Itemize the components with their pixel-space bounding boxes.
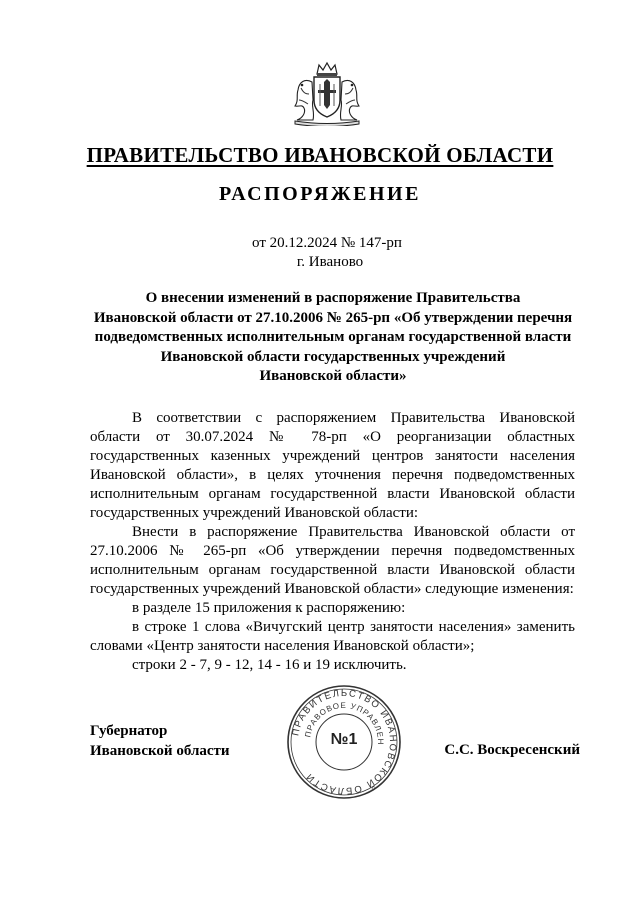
stamp-outer-text: ПРАВИТЕЛЬСТВО ИВАНОВСКОЙ ОБЛАСТИ (290, 687, 399, 797)
position-line: Ивановской области (90, 742, 230, 759)
document-dateline: от 20.12.2024 № 147-рп (252, 235, 402, 251)
document-subject (88, 289, 578, 387)
document-place: г. Иваново (296, 254, 364, 270)
subject-line: подведомственных исполнительным органам государственной власти (94, 329, 572, 345)
subject-line: Ивановской области от 27.10.2006 № 265-рп «Об утверждении перечня (93, 309, 573, 326)
body-paragraph: строки 2 - 7, 9 - 12, 14 - 16 и 19 исключить. (132, 657, 407, 673)
body-paragraph: Внести в распоряжение Правительства Ивановской области от 27.10.2006 № 265-рп «Об утверждении перечня подведомственных исполнительным органам государственной власти Ивановской области государственных учреждений Ивановской области» следующие изменения: (90, 524, 575, 597)
stamp-number: №1 (330, 731, 358, 748)
document-body (90, 409, 575, 675)
body-paragraph: в разделе 15 приложения к распоряжению: (132, 600, 406, 616)
document-type: РАСПОРЯЖЕНИЕ (219, 183, 421, 205)
position-line: Губернатор (90, 723, 168, 739)
signatory-name: С.С. Воскресенский (444, 742, 580, 758)
signatory-position (90, 722, 230, 761)
body-paragraph: В соответствии с распоряжением Правительства Ивановской области от 30.07.2024 № 78-рп «О реорганизации областных государственных казенных учреждений центров занятости населения Ивановской области», в целях уточнения перечня подведомственных исполнительным органам государственной власти Ивановской области государственных учреждений Ивановской области: (90, 410, 575, 521)
subject-line: О внесении изменений в распоряжение Правительства (145, 290, 521, 306)
subject-line: Ивановской области государственных учреждений (160, 348, 506, 365)
official-stamp (286, 684, 402, 800)
subject-line: Ивановской области» (259, 368, 407, 384)
coat-of-arms-icon (287, 60, 367, 126)
body-paragraph: в строке 1 слова «Вичугский центр занятости населения» заменить словами «Центр занятости населения Ивановской области»; (90, 619, 575, 654)
organization-title: ПРАВИТЕЛЬСТВО ИВАНОВСКОЙ ОБЛАСТИ (86, 143, 554, 167)
stamp-inner-text: ПРАВОВОЕ УПРАВЛЕН (303, 700, 386, 746)
